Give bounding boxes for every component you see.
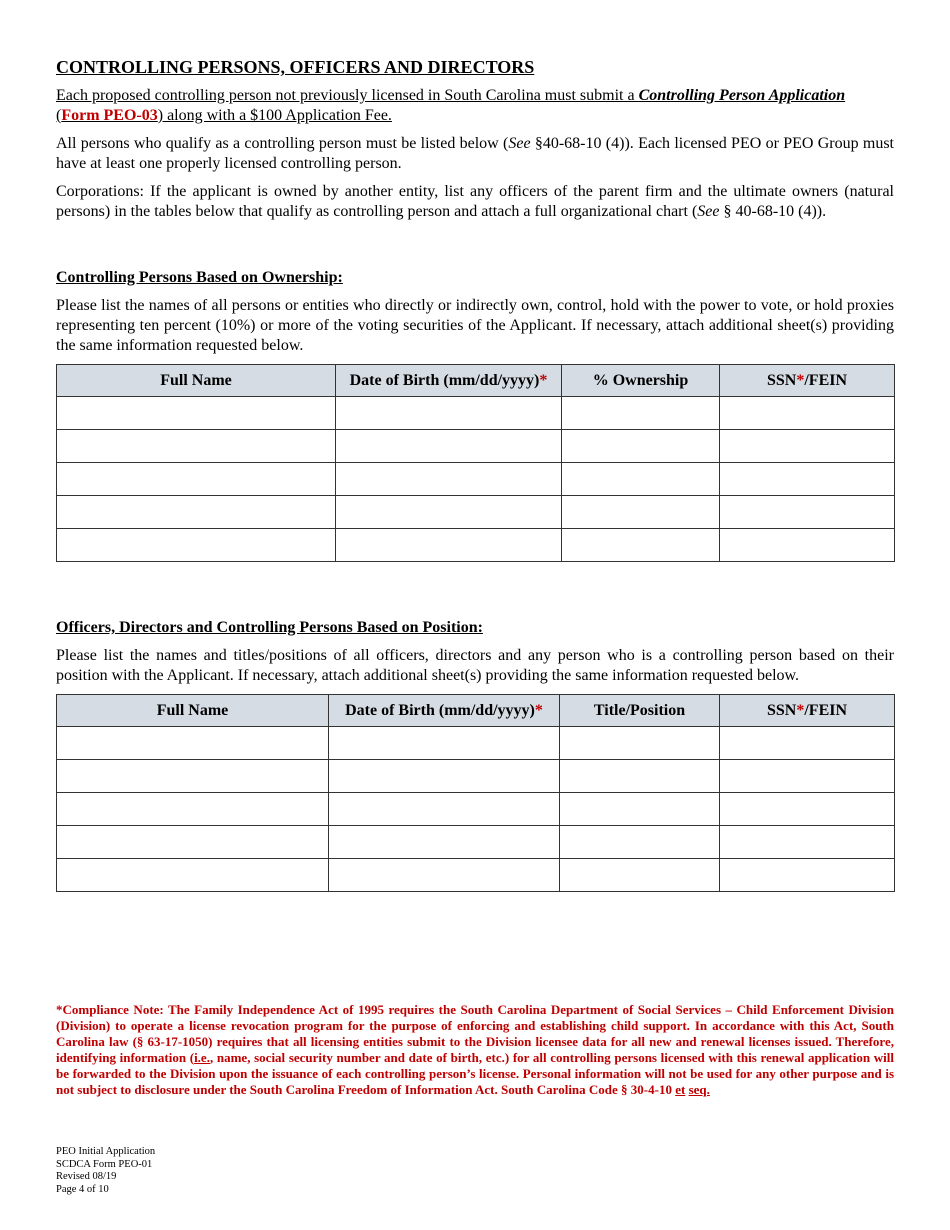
required-asterisk: * [534, 701, 543, 719]
document-page [56, 56, 894, 892]
table-row [57, 463, 895, 496]
dob-cell[interactable] [329, 793, 560, 826]
full-name-cell[interactable] [57, 793, 329, 826]
col-ssn-fein: SSN*/FEIN [720, 365, 895, 397]
full-name-cell[interactable] [57, 727, 329, 760]
ownership-cell[interactable] [562, 463, 720, 496]
full-name-cell[interactable] [57, 760, 329, 793]
ownership-description: Please list the names of all persons or entities who directly or indirectly own, control, hold with the power to vote, or hold proxies representing ten percent (10%) or more of the voting securities of the Applicant. If necessary, attach additional sheet(s) providing the same information requested below. [56, 297, 894, 354]
table-row [57, 430, 895, 463]
full-name-cell[interactable] [57, 463, 336, 496]
dob-cell[interactable] [336, 430, 562, 463]
footer-revision: Revised 08/19 [56, 1171, 117, 1182]
ownership-cell[interactable] [562, 529, 720, 562]
title-position-cell[interactable] [560, 760, 720, 793]
form-peo-03-link[interactable]: Form PEO-03 [61, 107, 158, 124]
ssn-fein-cell[interactable] [720, 397, 895, 430]
col-ownership: % Ownership [562, 365, 720, 397]
ssn-fein-cell[interactable] [720, 793, 895, 826]
dob-cell[interactable] [336, 496, 562, 529]
col-ssn-fein: SSN*/FEIN [720, 695, 895, 727]
full-name-cell[interactable] [57, 826, 329, 859]
footer-page-number: Page 4 of 10 [56, 1183, 109, 1195]
col-title-position: Title/Position [560, 695, 720, 727]
dob-cell[interactable] [329, 859, 560, 892]
ownership-table [56, 364, 895, 562]
dob-cell[interactable] [336, 397, 562, 430]
ownership-heading: Controlling Persons Based on Ownership: [56, 269, 343, 286]
section-title: CONTROLLING PERSONS, OFFICERS AND DIRECTORS [56, 57, 535, 77]
page-footer [56, 1146, 155, 1196]
required-asterisk: * [796, 701, 805, 719]
intro-paragraph-1: Each proposed controlling person not previously licensed in South Carolina must submit a Controlling Person Application (Form PEO-03) along with a $100 Application Fee. [56, 87, 846, 124]
required-asterisk: * [796, 371, 805, 389]
footer-form-title: PEO Initial Application [56, 1146, 156, 1157]
full-name-cell[interactable] [57, 859, 329, 892]
table-row [57, 529, 895, 562]
position-heading: Officers, Directors and Controlling Persons Based on Position: [56, 619, 483, 636]
full-name-cell[interactable] [57, 496, 336, 529]
position-description: Please list the names and titles/positions of all officers, directors and any person who is a controlling person based on their position with the Applicant. If necessary, attach additional sheet(s) providing the same information requested below. [56, 647, 894, 684]
title-position-cell[interactable] [560, 793, 720, 826]
table-row [57, 826, 895, 859]
title-position-cell[interactable] [560, 826, 720, 859]
title-position-cell[interactable] [560, 727, 720, 760]
full-name-cell[interactable] [57, 529, 336, 562]
col-full-name: Full Name [57, 695, 329, 727]
ssn-fein-cell[interactable] [720, 727, 895, 760]
footer-form-id: SCDCA Form PEO-01 [56, 1158, 153, 1170]
col-full-name: Full Name [57, 365, 336, 397]
col-dob: Date of Birth (mm/dd/yyyy)* [329, 695, 560, 727]
table-header-row [57, 695, 895, 727]
required-asterisk: * [539, 371, 548, 389]
col-dob: Date of Birth (mm/dd/yyyy)* [336, 365, 562, 397]
compliance-note: *Compliance Note: The Family Independence Act of 1995 requires the South Carolina Department of Social Services – Child Enforcement Division (Division) to operate a license revocation program for the purpose of enforcing and establishing child support. In accordance with this Act, South Carolina law (§ 63-17-1050) requires that all licensing entities submit to the Division licensee data for all new and renewal licenses issued. Therefore, identifying information (i.e., name, social security number and date of birth, etc.) for all controlling persons licensed with this renewal application will be forwarded to the Division upon the issuance of each controlling person’s license. Personal information will not be used for any other purpose and is not subject to disclosure under the South Carolina Freedom of Information Act. South Carolina Code § 30-4-10 et seq. [56, 1002, 894, 1097]
ssn-fein-cell[interactable] [720, 430, 895, 463]
dob-cell[interactable] [336, 529, 562, 562]
dob-cell[interactable] [336, 463, 562, 496]
dob-cell[interactable] [329, 727, 560, 760]
ownership-cell[interactable] [562, 430, 720, 463]
ssn-fein-cell[interactable] [720, 496, 895, 529]
table-row [57, 397, 895, 430]
table-row [57, 793, 895, 826]
intro-paragraph-3: Corporations: If the applicant is owned by another entity, list any officers of the parent firm and the ultimate owners (natural persons) in the tables below that qualify as controlling person and attach a full organizational chart (See § 40-68-10 (4)). [56, 183, 894, 220]
ssn-fein-cell[interactable] [720, 859, 895, 892]
table-row [57, 496, 895, 529]
full-name-cell[interactable] [57, 430, 336, 463]
table-header-row [57, 365, 895, 397]
intro-paragraph-2: All persons who qualify as a controlling person must be listed below (See §40-68-10 (4)). Each licensed PEO or PEO Group must have at least one properly licensed controlling person. [56, 135, 895, 172]
position-table [56, 694, 895, 892]
table-row [57, 760, 895, 793]
title-position-cell[interactable] [560, 859, 720, 892]
ssn-fein-cell[interactable] [720, 463, 895, 496]
ssn-fein-cell[interactable] [720, 826, 895, 859]
ownership-cell[interactable] [562, 496, 720, 529]
ssn-fein-cell[interactable] [720, 760, 895, 793]
form-name: Controlling Person Application [638, 87, 846, 104]
table-row [57, 859, 895, 892]
ownership-cell[interactable] [562, 397, 720, 430]
ssn-fein-cell[interactable] [720, 529, 895, 562]
dob-cell[interactable] [329, 826, 560, 859]
table-row [57, 727, 895, 760]
full-name-cell[interactable] [57, 397, 336, 430]
dob-cell[interactable] [329, 760, 560, 793]
